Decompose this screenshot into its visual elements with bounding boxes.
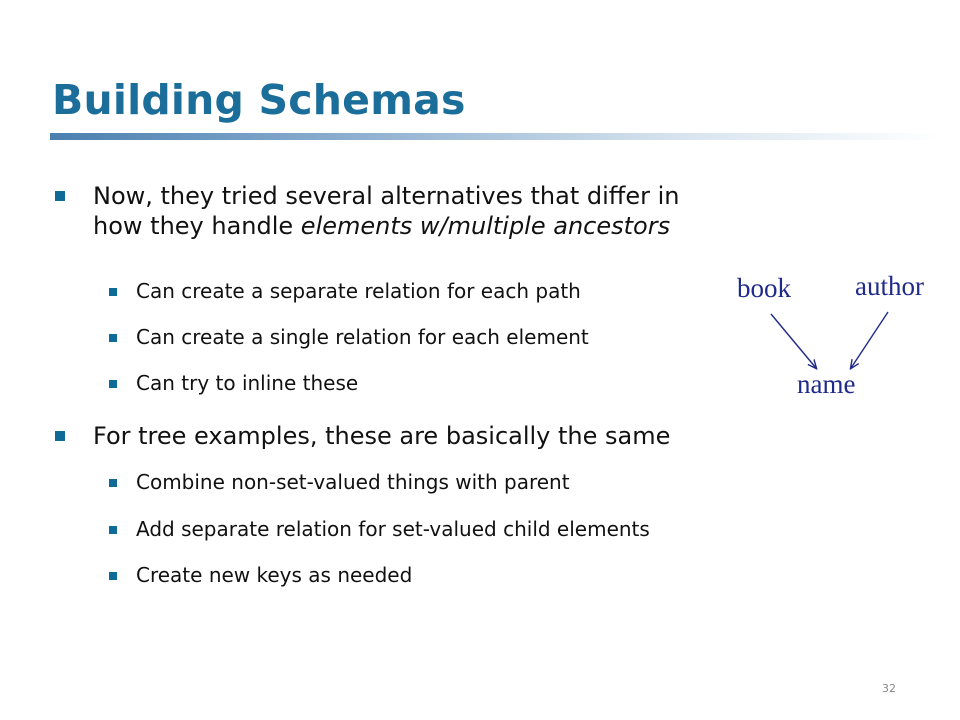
arrow-book-to-name (771, 314, 816, 368)
title-underline (50, 133, 940, 140)
slide-title: Building Schemas (52, 76, 466, 124)
arrow-author-to-name (851, 312, 888, 368)
bullet-alternatives (93, 181, 853, 241)
bullet-tree-examples (93, 421, 853, 451)
bullet-marker (55, 191, 65, 201)
sub-bullet-text: Can create a separate relation for each path (136, 279, 581, 303)
sub-bullet-text: Add separate relation for set-valued child elements (136, 517, 650, 541)
sub-bullet-text: Combine non-set-valued things with parent (136, 470, 570, 494)
bullet-marker (109, 479, 117, 487)
bullet-marker (109, 380, 117, 388)
bullet-marker (109, 572, 117, 580)
diagram-node-author: author (855, 271, 924, 301)
bullet-marker (109, 526, 117, 534)
sub-bullet (136, 279, 581, 304)
bullet-text: For tree examples, these are basically the same (93, 422, 671, 450)
bullet-marker (109, 288, 117, 296)
bullet-marker (109, 334, 117, 342)
sub-bullet-text: Create new keys as needed (136, 563, 413, 587)
sub-bullet (136, 325, 589, 350)
diagram-node-name: name (797, 369, 856, 399)
bullet-text: how they handle (93, 212, 301, 240)
bullet-line: Now, they tried several alternatives that differ in (93, 182, 680, 210)
sub-bullet (136, 563, 412, 588)
bullet-marker (55, 431, 65, 441)
bullet-line (93, 211, 853, 241)
diagram-node-book: book (737, 273, 791, 303)
slide-number: 32 (882, 682, 896, 695)
sub-bullet (136, 371, 358, 396)
sub-bullet-text: Can try to inline these (136, 371, 359, 395)
sub-bullet (136, 517, 650, 542)
sub-bullet-text: Can create a single relation for each element (136, 325, 589, 349)
sub-bullet (136, 470, 570, 495)
bullet-emphasis: elements w/multiple ancestors (300, 212, 671, 240)
